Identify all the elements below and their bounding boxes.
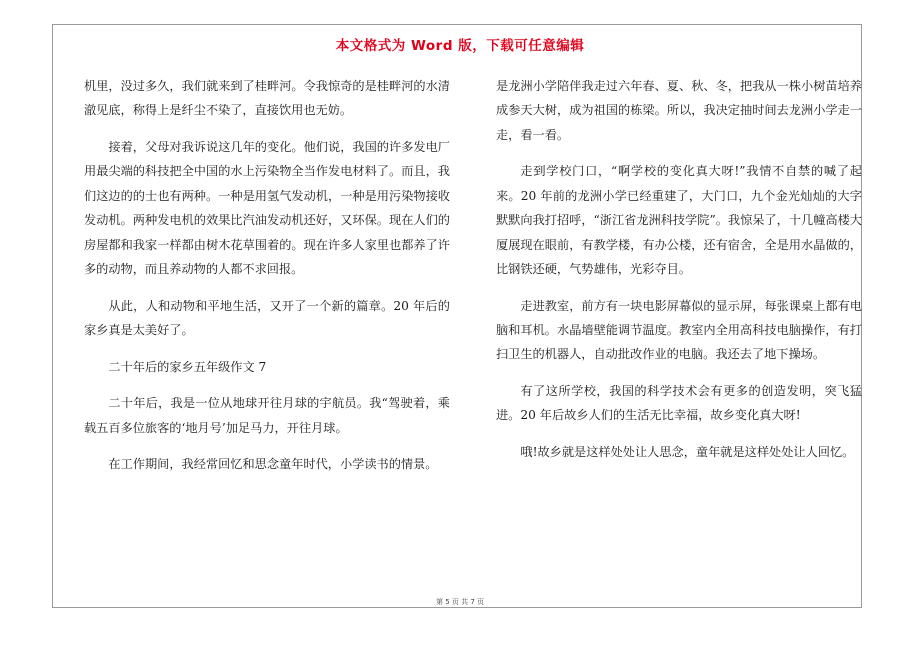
paragraph: 机里，没过多久，我们就来到了桂畔河。令我惊奇的是桂畔河的水清澈见底，称得上是纤尘不染了，直接饮用也无妨。: [84, 79, 450, 118]
paragraph: 二十年后，我是一位从地球开往月球的宇航员。我“驾驶着，乘载五百多位旅客的‘地月号’加足马力，开往月球。: [84, 396, 450, 435]
page-number-footer: 第 5 页 共 7 页: [435, 598, 485, 606]
left-text-column: [84, 74, 450, 489]
section-heading: 二十年后的家乡五年级作文 7: [108, 359, 267, 374]
paragraph: 从此，人和动物和平地生活，又开了一个新的篇章。20 年后的家乡真是太美好了。: [84, 298, 450, 338]
paragraph: 走到学校门口，“啊学校的变化真大呀!”我情不自禁的喊了起来。20 年前的龙洲小学已经重建了，大门口，九个金光灿灿的大字默默向我打招呼，“浙江省龙洲科技学院”。我惊呆了，十几幢高楼大厦展现在眼前，有教学楼，有办公楼，还有宿舍，全是用水晶做的，比钢铁还硬，气势雄伟，光彩夺目。: [496, 164, 862, 277]
word-version-banner: 本文格式为 Word 版，下载可任意编辑: [335, 38, 585, 54]
paragraph: 走进教室，前方有一块电影屏幕似的显示屏，每张课桌上都有电脑和耳机。水晶墙壁能调节温度。教室内全用高科技电脑操作，有打扫卫生的机器人，自动批改作业的电脑。我还去了地下操场。: [496, 298, 862, 362]
paragraph: 哦!故乡就是这样处处让人思念，童年就是这样处处让人回忆。: [520, 445, 855, 460]
paragraph: 在工作期间，我经常回忆和思念童年时代，小学读书的情景。: [108, 457, 438, 472]
paragraph: 接着，父母对我诉说这几年的变化。他们说，我国的许多发电厂用最尖端的科技把全中国的水上污染物全当作发电材料了。而且，我们这边的的士也有两种。一种是用氢气发动机，一种是用污染物接收发动机。两种发电机的效果比汽油发动机还好，又环保。现在人们的房屋都和我家一样都由树木花草围着的。现在许多人家里也都养了许多的动物，而且养动物的人都不求回报。: [84, 140, 450, 277]
right-text-column: [496, 74, 862, 477]
paragraph: 是龙洲小学陪伴我走过六年春、夏、秋、冬，把我从一株小树苗培养成参天大树，成为祖国的栋梁。所以，我决定抽时间去龙洲小学走一走，看一看。: [496, 79, 862, 142]
paragraph: 有了这所学校，我国的科学技术会有更多的创造发明，突飞猛进。20 年后故乡人们的生活无比幸福，故乡变化真大呀!: [496, 384, 862, 423]
